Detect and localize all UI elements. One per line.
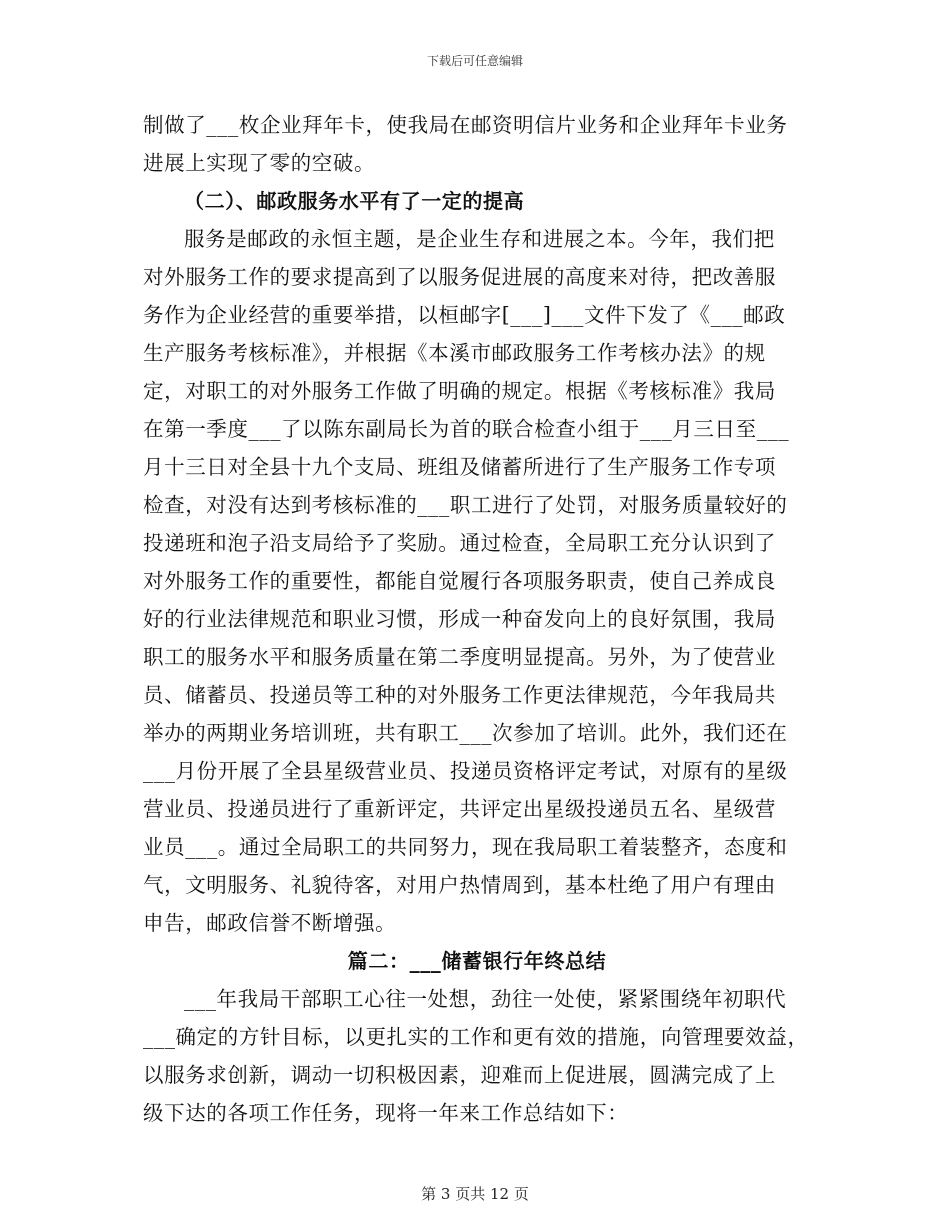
text-line: 务作为企业经营的重要举措，以桓邮字[___]___文件下发了《___邮政 (143, 303, 786, 327)
text-line: 级下达的各项工作任务，现将一年来工作总结如下： (143, 1101, 629, 1125)
text-line: 员、储蓄员、投递员等工种的对外服务工作更法律规范，今年我局共 (143, 683, 776, 707)
text-line: ___年我局干部职工心往一处想，劲往一处使，紧紧围绕年初职代 (184, 987, 787, 1011)
page-number: 第 3 页共 12 页 (421, 1185, 529, 1203)
text-line: 业员___。通过全局职工的共同努力，现在我局职工着装整齐，态度和 (143, 835, 788, 859)
text-line: 好的行业法律规范和职业习惯，形成一种奋发向上的良好氛围，我局 (143, 607, 776, 631)
text-line: 服务是邮政的永恒主题，是企业生存和进展之本。今年，我们把 (184, 227, 775, 251)
text-line: 检查，对没有达到考核标准的___职工进行了处罚，对服务质量较好的 (143, 493, 788, 517)
text-line: 制做了___枚企业拜年卡，使我局在邮资明信片业务和企业拜年卡业务 (143, 113, 788, 137)
text-line: 营业员、投递员进行了重新评定，共评定出星级投递员五名、星级营 (143, 797, 776, 821)
page-header: 下载后可任意编辑 (426, 54, 523, 68)
text-line: 职工的服务水平和服务质量在第二季度明显提高。另外，为了使营业 (143, 645, 776, 669)
text-line: 在第一季度___了以陈东副局长为首的联合检查小组于___月三日至___ (143, 417, 790, 441)
text-line: 气，文明服务、礼貌待客，对用户热情周到，基本杜绝了用户有理由 (143, 873, 776, 897)
text-line: 对外服务工作的重要性，都能自觉履行各项服务职责，使自己养成良 (143, 569, 776, 593)
text-line: 申告，邮政信誉不断增强。 (143, 911, 397, 935)
article-title: 篇二：___储蓄银行年终总结 (347, 949, 607, 973)
section-heading: （二）、邮政服务水平有了一定的提高 (184, 189, 525, 213)
text-line: 以服务求创新，调动一切积极因素，迎难而上促进展，圆满完成了上 (143, 1063, 776, 1087)
text-line: 生产服务考核标准》，并根据《本溪市邮政服务工作考核办法》的规 (143, 341, 766, 365)
text-line: 投递班和泡子沿支局给予了奖励。通过检查，全局职工充分认识到了 (143, 531, 776, 555)
document-body (143, 106, 811, 1132)
text-line: ___确定的方针目标，以更扎实的工作和更有效的措施，向管理要效益， (143, 1025, 809, 1049)
text-line: 举办的两期业务培训班，共有职工___次参加了培训。此外，我们还在 (143, 721, 788, 745)
text-line: 定，对职工的对外服务工作做了明确的规定。根据《考核标准》我局 (143, 379, 776, 403)
text-line: 月十三日对全县十九个支局、班组及储蓄所进行了生产服务工作专项 (143, 455, 776, 479)
text-line: 进展上实现了零的空破。 (143, 151, 376, 175)
text-line: ___月份开展了全县星级营业员、投递员资格评定考试，对原有的星级 (143, 759, 788, 783)
text-line: 对外服务工作的要求提高到了以服务促进展的高度来对待，把改善服 (143, 265, 776, 289)
